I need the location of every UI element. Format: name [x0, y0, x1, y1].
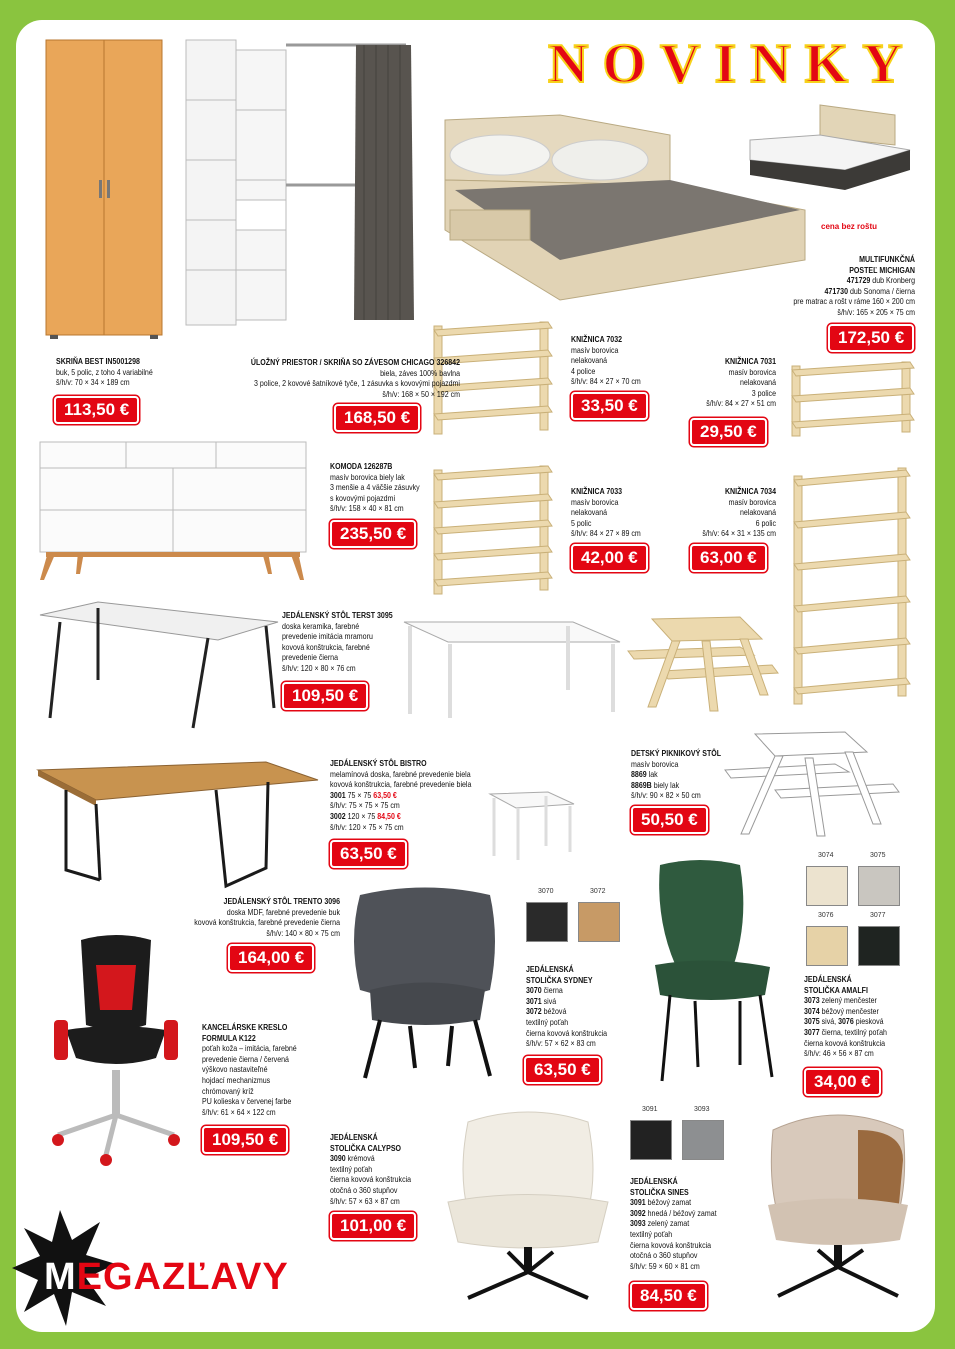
product-line	[526, 1006, 641, 1017]
product-line	[804, 1006, 927, 1017]
product-line: masív borovica	[571, 496, 619, 507]
variant-text: 120 × 75	[345, 810, 378, 821]
product-line: 4 police	[571, 365, 596, 376]
product-line: textilný poťah	[630, 1228, 673, 1239]
variant-text: dub Sonoma / čierna	[848, 285, 915, 296]
product-title: MULTIFUNKČNÁ	[859, 254, 915, 264]
product-line: masív borovica	[571, 344, 619, 355]
product-title: DETSKÝ PIKNIKOVÝ STÔL	[631, 748, 722, 758]
variant-text: piesková	[853, 1016, 884, 1027]
variant-text: zelený zamat	[645, 1218, 690, 1229]
product-line: š/h/v: 57 × 62 × 83 cm	[526, 1038, 596, 1049]
price-tag: 63,50 €	[524, 1056, 601, 1084]
variant-code: 471729	[846, 275, 871, 286]
product-line: doska keramika, farebné	[282, 620, 360, 631]
product-line	[526, 996, 641, 1007]
product-line	[739, 275, 915, 286]
chair-sines-image	[758, 1100, 918, 1300]
product-line: 3 police	[751, 387, 776, 398]
swatch-grey[interactable]	[858, 866, 900, 906]
product-line: hojdací mechanizmus	[202, 1074, 271, 1085]
wardrobe-image	[44, 40, 164, 340]
variant-text: biely lak	[651, 779, 680, 790]
product-wardrobe-info	[56, 356, 204, 388]
variant-text: krémová	[345, 1153, 375, 1164]
variant-code: 8869	[631, 769, 647, 780]
product-line: biela, záves 100% bavlna	[380, 367, 460, 378]
product-chair-amalfi-info	[804, 974, 927, 1059]
product-title: KNIŽNICA 7031	[724, 356, 776, 366]
price-tag: 168,50 €	[334, 404, 420, 432]
variant-code: 3093	[630, 1218, 646, 1229]
variant-code: 3090	[330, 1153, 346, 1164]
product-chair-sydney-info	[526, 964, 641, 1049]
product-line: pre matrac a rošt v ráme 160 × 200 cm	[793, 296, 915, 307]
product-line: čierna kovová konštrukcia	[330, 1174, 412, 1185]
variant-price: 63,50 €	[373, 789, 397, 800]
price-tag: 113,50 €	[54, 396, 139, 424]
table-terst-image	[38, 600, 278, 730]
swatch-black-fabric[interactable]	[858, 926, 900, 966]
variant-code: 3071	[526, 995, 542, 1006]
swatch-beige-corduroy[interactable]	[806, 866, 848, 906]
product-line: š/h/v: 84 × 27 × 51 cm	[706, 398, 776, 409]
product-line	[739, 286, 915, 297]
variant-code: 3002	[330, 810, 346, 821]
price-tag: 63,50 €	[330, 840, 407, 868]
swatch-grey-velvet[interactable]	[682, 1120, 724, 1160]
product-table-trento-info	[151, 896, 340, 938]
variant-text: lak	[646, 769, 658, 780]
product-commode-info	[330, 461, 453, 514]
product-line: nelakovaná	[739, 507, 776, 518]
product-shelf-7031-info	[678, 356, 776, 409]
swatch-label-3075: 3075	[870, 852, 886, 859]
product-line: kovová konštrukcia, farebné prevedenie biela	[330, 779, 472, 790]
logo-letter: M	[44, 1256, 77, 1298]
product-table-terst-info	[282, 610, 405, 674]
storage-curtain-image	[186, 40, 416, 330]
commode-image	[38, 440, 308, 582]
product-line: š/h/v: 64 × 31 × 135 cm	[702, 528, 776, 539]
product-office-chair-info	[202, 1022, 325, 1117]
variant-text: čierna, textilný poťah	[819, 1026, 887, 1037]
product-title: JEDÁLENSKÁ	[330, 1132, 378, 1142]
product-line: textilný poťah	[526, 1016, 569, 1027]
office-chair-image	[36, 930, 196, 1170]
price-tag: 101,00 €	[330, 1212, 416, 1240]
variant-text: béžový zamat	[645, 1197, 692, 1208]
product-title: STOLIČKA SINES	[630, 1186, 689, 1197]
product-title: SKRIŇA BEST IN5001298	[56, 356, 140, 366]
variant-text: hnedá / béžový zamat	[645, 1207, 717, 1218]
note-no-slatted-base: cena bez roštu	[821, 222, 878, 231]
product-line: chrómovaný kríž	[202, 1085, 254, 1096]
product-line: š/h/v: 120 × 80 × 76 cm	[282, 662, 356, 673]
table-bistro-large-image	[398, 620, 623, 720]
variant-text: 75 × 75	[345, 789, 374, 800]
product-line: nelakovaná	[739, 377, 776, 388]
product-line: výškovo nastaviteľné	[202, 1064, 268, 1075]
shelf-7034-image	[790, 466, 915, 706]
swatch-label-3070: 3070	[538, 888, 554, 895]
product-line: š/h/v: 158 × 40 × 81 cm	[330, 503, 404, 514]
variant-code: 3073	[804, 995, 820, 1006]
variant-code: 3001	[330, 789, 346, 800]
product-title: ÚLOŽNÝ PRIESTOR / SKRIŇA SO ZÁVESOM CHICAGO 326842	[250, 357, 460, 367]
swatch-beige[interactable]	[578, 902, 620, 942]
product-line	[330, 790, 494, 801]
chair-sydney-image	[340, 880, 510, 1080]
price-tag: 33,50 €	[571, 392, 648, 420]
variant-price: 84,50 €	[377, 810, 401, 821]
product-storage-info	[239, 357, 460, 399]
product-title: STOLIČKA AMALFI	[804, 984, 868, 995]
variant-text: dub Kronberg	[870, 275, 915, 286]
product-line	[330, 1153, 445, 1164]
price-tag: 109,50 €	[282, 682, 368, 710]
product-line: š/h/v: 165 × 205 × 75 cm	[837, 306, 915, 317]
variant-code: 8869B	[631, 779, 652, 790]
product-line: doska MDF, farebné prevedenie buk	[226, 906, 340, 917]
product-title: POSTEĽ MICHIGAN	[849, 264, 915, 275]
product-line: 5 polic	[571, 517, 592, 528]
page-title: NOVINKY	[548, 33, 917, 95]
product-title: STOLIČKA SYDNEY	[526, 974, 593, 985]
product-line: čierna kovová konštrukcia	[804, 1037, 886, 1048]
product-line: masív borovica	[631, 758, 679, 769]
product-line: s kovovými pojazdmi	[330, 492, 396, 503]
product-picnic-table-info	[631, 748, 746, 801]
product-title: KNIŽNICA 7033	[571, 486, 623, 496]
variant-code: 471730	[824, 285, 849, 296]
logo-text: EGAZĽAVY	[76, 1256, 289, 1298]
product-title: KANCELÁRSKE KRESLO	[202, 1022, 288, 1032]
product-line: prevedenie čierna	[282, 652, 339, 663]
swatch-sand[interactable]	[806, 926, 848, 966]
product-line: 3 menšie a 4 väčšie zásuvky	[330, 482, 420, 493]
product-title: KOMODA 126287B	[330, 461, 393, 471]
product-title: STOLIČKA CALYPSO	[330, 1142, 402, 1153]
megazlavy-logo	[44, 1256, 289, 1299]
variant-code: 3072	[526, 1006, 542, 1017]
price-tag: 42,00 €	[571, 544, 648, 572]
swatch-label-3093: 3093	[694, 1106, 710, 1113]
price-tag: 172,50 €	[828, 324, 914, 352]
product-line: PU kolieska v červenej farbe	[202, 1096, 292, 1107]
product-title: JEDÁLENSKÁ	[630, 1176, 678, 1186]
product-line: masív borovica biely lak	[330, 471, 405, 482]
product-title: JEDÁLENSKÝ STÔL TRENTO 3096	[223, 896, 340, 906]
product-shelf-7032-info	[571, 334, 669, 387]
price-tag: 29,50 €	[690, 418, 767, 446]
product-line: š/h/v: 46 × 56 × 87 cm	[804, 1048, 874, 1059]
product-chair-calypso-info	[330, 1132, 445, 1206]
product-line	[630, 1208, 753, 1219]
swatch-label-3076: 3076	[818, 912, 834, 919]
price-tag: 84,50 €	[630, 1282, 707, 1310]
swatch-label-3074: 3074	[818, 852, 834, 859]
product-line: masív borovica	[728, 496, 776, 507]
product-line: š/h/v: 70 × 34 × 189 cm	[56, 377, 130, 388]
product-line: čierna kovová konštrukcia	[630, 1239, 712, 1250]
product-line: čierna kovová konštrukcia	[526, 1027, 608, 1038]
swatch-label-3077: 3077	[870, 912, 886, 919]
variant-code: 3077	[804, 1026, 820, 1037]
product-line	[804, 1027, 927, 1038]
variant-code: 3076	[838, 1016, 854, 1027]
product-title: JEDÁLENSKÝ STÔL BISTRO	[330, 758, 427, 768]
variant-code: 3075	[804, 1016, 820, 1027]
product-line: š/h/v: 140 × 80 × 75 cm	[266, 927, 340, 938]
product-line	[330, 811, 494, 822]
swatch-dark-velvet[interactable]	[630, 1120, 672, 1160]
table-trento-image	[36, 760, 321, 900]
swatch-black[interactable]	[526, 902, 568, 942]
variant-text: béžová	[541, 1006, 567, 1017]
product-line: š/h/v: 84 × 27 × 89 cm	[571, 528, 641, 539]
bed-alt-image	[745, 105, 915, 200]
price-tag: 34,00 €	[804, 1068, 881, 1096]
table-bistro-small-image	[486, 790, 576, 862]
product-bed-info	[739, 254, 915, 318]
chair-amalfi-image	[640, 855, 780, 1085]
product-line: kovová konštrukcia, farebné prevedenie čierna	[194, 917, 340, 928]
variant-text: zelený menčester	[819, 995, 877, 1006]
product-shelf-7033-info	[571, 486, 669, 539]
product-shelf-7034-info	[678, 486, 776, 539]
product-line: š/h/v: 57 × 63 × 87 cm	[330, 1195, 400, 1206]
price-tag: 50,50 €	[631, 806, 708, 834]
product-chair-sines-info	[630, 1176, 753, 1271]
product-line: š/h/v: 59 × 60 × 81 cm	[630, 1260, 700, 1271]
product-line: nelakovaná	[571, 507, 608, 518]
shelf-7031-image	[790, 360, 915, 438]
product-line: 6 polic	[755, 517, 776, 528]
product-line: prevedenie čierna / červená	[202, 1053, 289, 1064]
variant-code: 3074	[804, 1005, 820, 1016]
product-line	[804, 1016, 927, 1027]
product-title: FORMULA K122	[202, 1032, 256, 1043]
price-tag: 109,50 €	[202, 1126, 288, 1154]
product-title: KNIŽNICA 7034	[724, 486, 776, 496]
product-line	[526, 985, 641, 996]
product-line: textilný poťah	[330, 1163, 373, 1174]
product-line	[630, 1218, 753, 1229]
product-line: masív borovica	[728, 366, 776, 377]
product-line: 3 police, 2 kovové šatníkové tyče, 1 zásuvka s kovovými pojazdmi	[253, 378, 460, 389]
product-line: š/h/v: 84 × 27 × 70 cm	[571, 376, 641, 387]
product-line: poťah koža – imitácia, farebné	[202, 1043, 297, 1054]
product-line: kovová konštrukcia, farebné	[282, 641, 370, 652]
swatch-label-3072: 3072	[590, 888, 606, 895]
product-line: buk, 5 polic, z toho 4 variabilné	[56, 366, 153, 377]
product-title: JEDÁLENSKÝ STÔL TERST 3095	[282, 610, 393, 620]
product-line: nelakovaná	[571, 355, 608, 366]
product-line	[630, 1197, 753, 1208]
price-tag: 63,00 €	[690, 544, 767, 572]
product-line: š/h/v: 120 × 75 × 75 cm	[330, 821, 404, 832]
product-title: JEDÁLENSKÁ	[804, 974, 852, 984]
variant-text: čierna	[541, 985, 563, 996]
variant-code: 3092	[630, 1207, 646, 1218]
product-line: otočná o 360 stupňov	[330, 1184, 398, 1195]
product-line: prevedenie imitácia mramoru	[282, 631, 373, 642]
product-line: š/h/v: 75 × 75 × 75 cm	[330, 800, 400, 811]
swatch-label-3091: 3091	[642, 1106, 658, 1113]
product-line: š/h/v: 61 × 64 × 122 cm	[202, 1106, 276, 1117]
product-line: š/h/v: 90 × 82 × 50 cm	[631, 790, 701, 801]
price-tag: 164,00 €	[228, 944, 314, 972]
variant-text: sivá	[541, 995, 557, 1006]
variant-text: béžový menčester	[819, 1005, 879, 1016]
picnic-table-image	[622, 615, 782, 715]
variant-code: 3091	[630, 1197, 646, 1208]
product-line: melamínová doska, farebné prevedenie biela	[330, 768, 471, 779]
variant-code: 3070	[526, 985, 542, 996]
product-table-bistro-info	[330, 758, 494, 832]
chair-calypso-image	[438, 1102, 618, 1302]
variant-text: sivá,	[819, 1016, 839, 1027]
price-tag: 235,50 €	[330, 520, 416, 548]
product-title: JEDÁLENSKÁ	[526, 964, 574, 974]
product-line	[631, 780, 746, 791]
product-title: KNIŽNICA 7032	[571, 334, 623, 344]
product-line: š/h/v: 168 × 50 × 192 cm	[382, 388, 460, 399]
product-line: otočná o 360 stupňov	[630, 1250, 698, 1261]
product-line	[804, 995, 927, 1006]
product-line	[631, 769, 746, 780]
